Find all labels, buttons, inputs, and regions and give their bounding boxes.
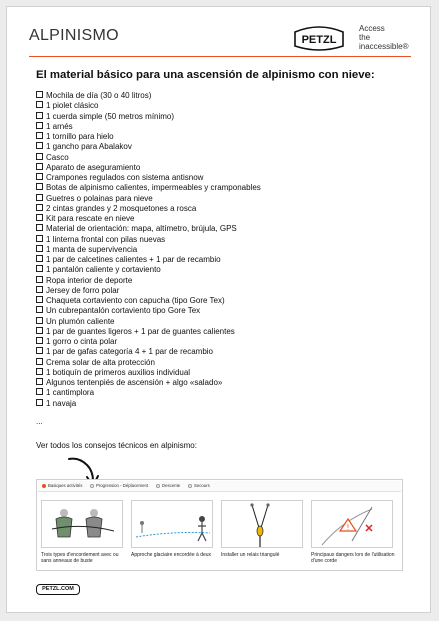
document-page	[6, 6, 431, 613]
checklist-item-label: Jersey de forro polar	[46, 285, 120, 295]
checklist-item-label: Un cubrepantalón cortaviento tipo Gore Tex	[46, 306, 201, 316]
checklist-item[interactable]	[36, 132, 261, 142]
checklist-item-label: 1 cuerda simple (50 metros mínimo)	[46, 111, 175, 121]
checkbox-icon[interactable]	[36, 265, 43, 272]
checklist-item[interactable]	[36, 101, 261, 111]
thumb-caption: Installer un relais triangulé	[221, 552, 280, 558]
checkbox-icon[interactable]	[36, 183, 43, 190]
checklist-item-label: Botas de alpinismo calientes, impermeables y cramponables	[46, 183, 261, 193]
checklist-item-label: 1 cantimplora	[46, 388, 95, 398]
checkbox-icon[interactable]	[36, 122, 43, 129]
checklist-item-label: 1 botiquín de primeros auxilios individual	[46, 367, 191, 377]
technical-tips-panel[interactable]	[36, 479, 403, 571]
checklist-item[interactable]	[36, 296, 261, 306]
checklist-item[interactable]	[36, 183, 261, 193]
checklist-item-label: 1 tornillo para hielo	[46, 132, 114, 141]
checkbox-icon[interactable]	[36, 235, 43, 242]
checkbox-icon[interactable]	[36, 153, 43, 160]
header-divider	[29, 56, 411, 57]
checkbox-icon[interactable]	[36, 173, 43, 180]
checkbox-icon[interactable]	[36, 204, 43, 211]
checklist-title: El material básico para una ascensión de alpinismo con nieve:	[36, 69, 375, 81]
svg-text:!: !	[346, 523, 350, 532]
tagline-line: the	[359, 33, 371, 42]
petzl-website-link[interactable]: PETZL.COM	[36, 584, 80, 595]
checklist-item-label: 1 arnés	[46, 121, 73, 131]
checkbox-icon[interactable]	[36, 399, 43, 406]
checklist-item-label: Guetres o polainas para nieve	[46, 193, 153, 203]
checklist-item[interactable]	[36, 122, 261, 132]
checklist-item[interactable]	[36, 153, 261, 163]
step-descent[interactable]: Descente	[156, 483, 180, 488]
checklist-item[interactable]	[36, 368, 261, 378]
checkbox-icon[interactable]	[36, 306, 43, 313]
checkbox-icon[interactable]	[36, 276, 43, 283]
checkbox-icon[interactable]	[36, 163, 43, 170]
tagline-line: Access	[359, 24, 385, 33]
checkbox-icon[interactable]	[36, 296, 43, 303]
step-dot-icon	[42, 484, 46, 488]
checklist-item-label: 1 gorro o cinta polar	[46, 337, 118, 346]
checkbox-icon[interactable]	[36, 327, 43, 334]
checkbox-icon[interactable]	[36, 245, 43, 252]
checklist-item-label: 1 gancho para Abalakov	[46, 142, 132, 152]
checkbox-icon[interactable]	[36, 142, 43, 149]
checklist-item-label: 1 par de calcetines calientes + 1 par de recambio	[46, 255, 221, 264]
thumb-roping-up[interactable]	[41, 500, 123, 548]
checklist-item-label: 2 cintas grandes y 2 mosquetones a rosca	[46, 203, 197, 213]
harness-icon	[42, 501, 123, 548]
checklist-item[interactable]	[36, 286, 261, 296]
checklist-item[interactable]	[36, 163, 261, 173]
checklist-item[interactable]	[36, 399, 261, 409]
checkbox-icon[interactable]	[36, 388, 43, 395]
brand-tagline	[359, 24, 429, 51]
checklist-item[interactable]	[36, 173, 261, 183]
checklist-item[interactable]	[36, 378, 261, 388]
checklist-item-label: Material de orientación: mapa, altímetro, brújula, GPS	[46, 224, 237, 234]
checklist-item[interactable]	[36, 245, 261, 255]
checkbox-icon[interactable]	[36, 368, 43, 375]
checklist-item-label: 1 piolet clásico	[46, 101, 99, 111]
checklist-item-label: 1 navaja	[46, 398, 77, 408]
step-dot-icon	[90, 484, 94, 488]
checkbox-icon[interactable]	[36, 317, 43, 324]
step-progression[interactable]: Progression - Déplacement	[90, 483, 148, 488]
checkbox-icon[interactable]	[36, 358, 43, 365]
checklist-item[interactable]	[36, 388, 261, 398]
thumb-anchor[interactable]	[221, 500, 303, 548]
thumb-caption: Approche glaciaire encordée à deux	[131, 552, 212, 558]
checklist-item[interactable]	[36, 235, 261, 245]
checklist-item[interactable]	[36, 265, 261, 275]
checklist-item-label: 1 par de gafas categoría 4 + 1 par de recambio	[46, 347, 213, 357]
checklist-item-label: 1 par de guantes ligeros + 1 par de guantes calientes	[46, 326, 235, 336]
checklist-item[interactable]	[36, 255, 261, 265]
checklist-item-label: 1 manta de supervivencia	[46, 244, 138, 254]
checklist-item-label: 1 linterna frontal con pilas nuevas	[46, 234, 166, 244]
step-basics[interactable]: Basiques activités	[42, 483, 82, 488]
svg-text:PETZL: PETZL	[301, 34, 337, 46]
checklist-item[interactable]	[36, 337, 261, 347]
checklist-item-label: Casco	[46, 152, 69, 162]
checklist-item[interactable]	[36, 194, 261, 204]
checklist-item-label: Ropa interior de deporte	[46, 275, 133, 285]
checkbox-icon[interactable]	[36, 286, 43, 293]
anchor-icon	[222, 501, 303, 548]
category-steps	[38, 481, 401, 492]
tagline-line: inaccessible®	[359, 42, 409, 51]
checklist-item-label: Chaqueta cortaviento con capucha (tipo Gore Tex)	[46, 296, 225, 305]
thumb-caption: Principaux dangers lors de l'utilisation d'une corde	[311, 552, 395, 564]
page-title: ALPINISMO	[29, 27, 119, 44]
checklist-item[interactable]	[36, 142, 261, 152]
step-dot-icon	[188, 484, 192, 488]
thumb-glacier-approach[interactable]	[131, 500, 213, 548]
warning-icon	[312, 501, 393, 548]
checklist-item[interactable]	[36, 112, 261, 122]
thumb-caption: Trois types d'encordement avec ou sans anneaux de buste	[41, 552, 119, 564]
checkbox-icon[interactable]	[36, 132, 43, 139]
petzl-logo	[293, 24, 345, 52]
checkbox-icon[interactable]	[36, 194, 43, 201]
checkbox-icon[interactable]	[36, 378, 43, 385]
checkbox-icon[interactable]	[36, 91, 43, 98]
checkbox-icon[interactable]	[36, 112, 43, 119]
checklist-item-label: Kit para rescate en nieve	[46, 214, 135, 223]
checklist-item[interactable]	[36, 358, 261, 368]
step-dot-icon	[156, 484, 160, 488]
checkbox-icon[interactable]	[36, 224, 43, 231]
checkbox-icon[interactable]	[36, 347, 43, 354]
checklist-item[interactable]	[36, 327, 261, 337]
see-all-tips-text: Ver todos los consejos técnicos en alpinismo:	[36, 441, 197, 450]
checklist-item-label: Crema solar de alta protección	[46, 357, 155, 367]
checkbox-icon[interactable]	[36, 214, 43, 221]
checkbox-icon[interactable]	[36, 101, 43, 108]
thumb-rope-dangers[interactable]	[311, 500, 393, 548]
checklist-item[interactable]	[36, 214, 261, 224]
equipment-checklist	[36, 91, 261, 409]
checklist-item[interactable]	[36, 91, 261, 101]
rope-team-icon	[132, 501, 213, 548]
list-ellipsis: ...	[36, 417, 43, 426]
checklist-item[interactable]	[36, 306, 261, 316]
checklist-item[interactable]	[36, 204, 261, 214]
checkbox-icon[interactable]	[36, 255, 43, 262]
checklist-item-label: Algunos tentenpiés de ascensión + algo «salado»	[46, 378, 223, 387]
checklist-item-label: Crampones regulados con sistema antisnow	[46, 173, 204, 182]
checkbox-icon[interactable]	[36, 337, 43, 344]
checklist-item-label: Mochila de día (30 o 40 litros)	[46, 91, 152, 100]
checklist-item[interactable]	[36, 276, 261, 286]
step-rescue[interactable]: Secours	[188, 483, 210, 488]
checklist-item-label: 1 pantalón caliente y cortaviento	[46, 265, 161, 275]
checklist-item-label: Aparato de aseguramiento	[46, 162, 141, 172]
checklist-item[interactable]	[36, 224, 261, 234]
checklist-item[interactable]	[36, 317, 261, 327]
checklist-item-label: Un plumón caliente	[46, 316, 115, 326]
checklist-item[interactable]	[36, 347, 261, 357]
